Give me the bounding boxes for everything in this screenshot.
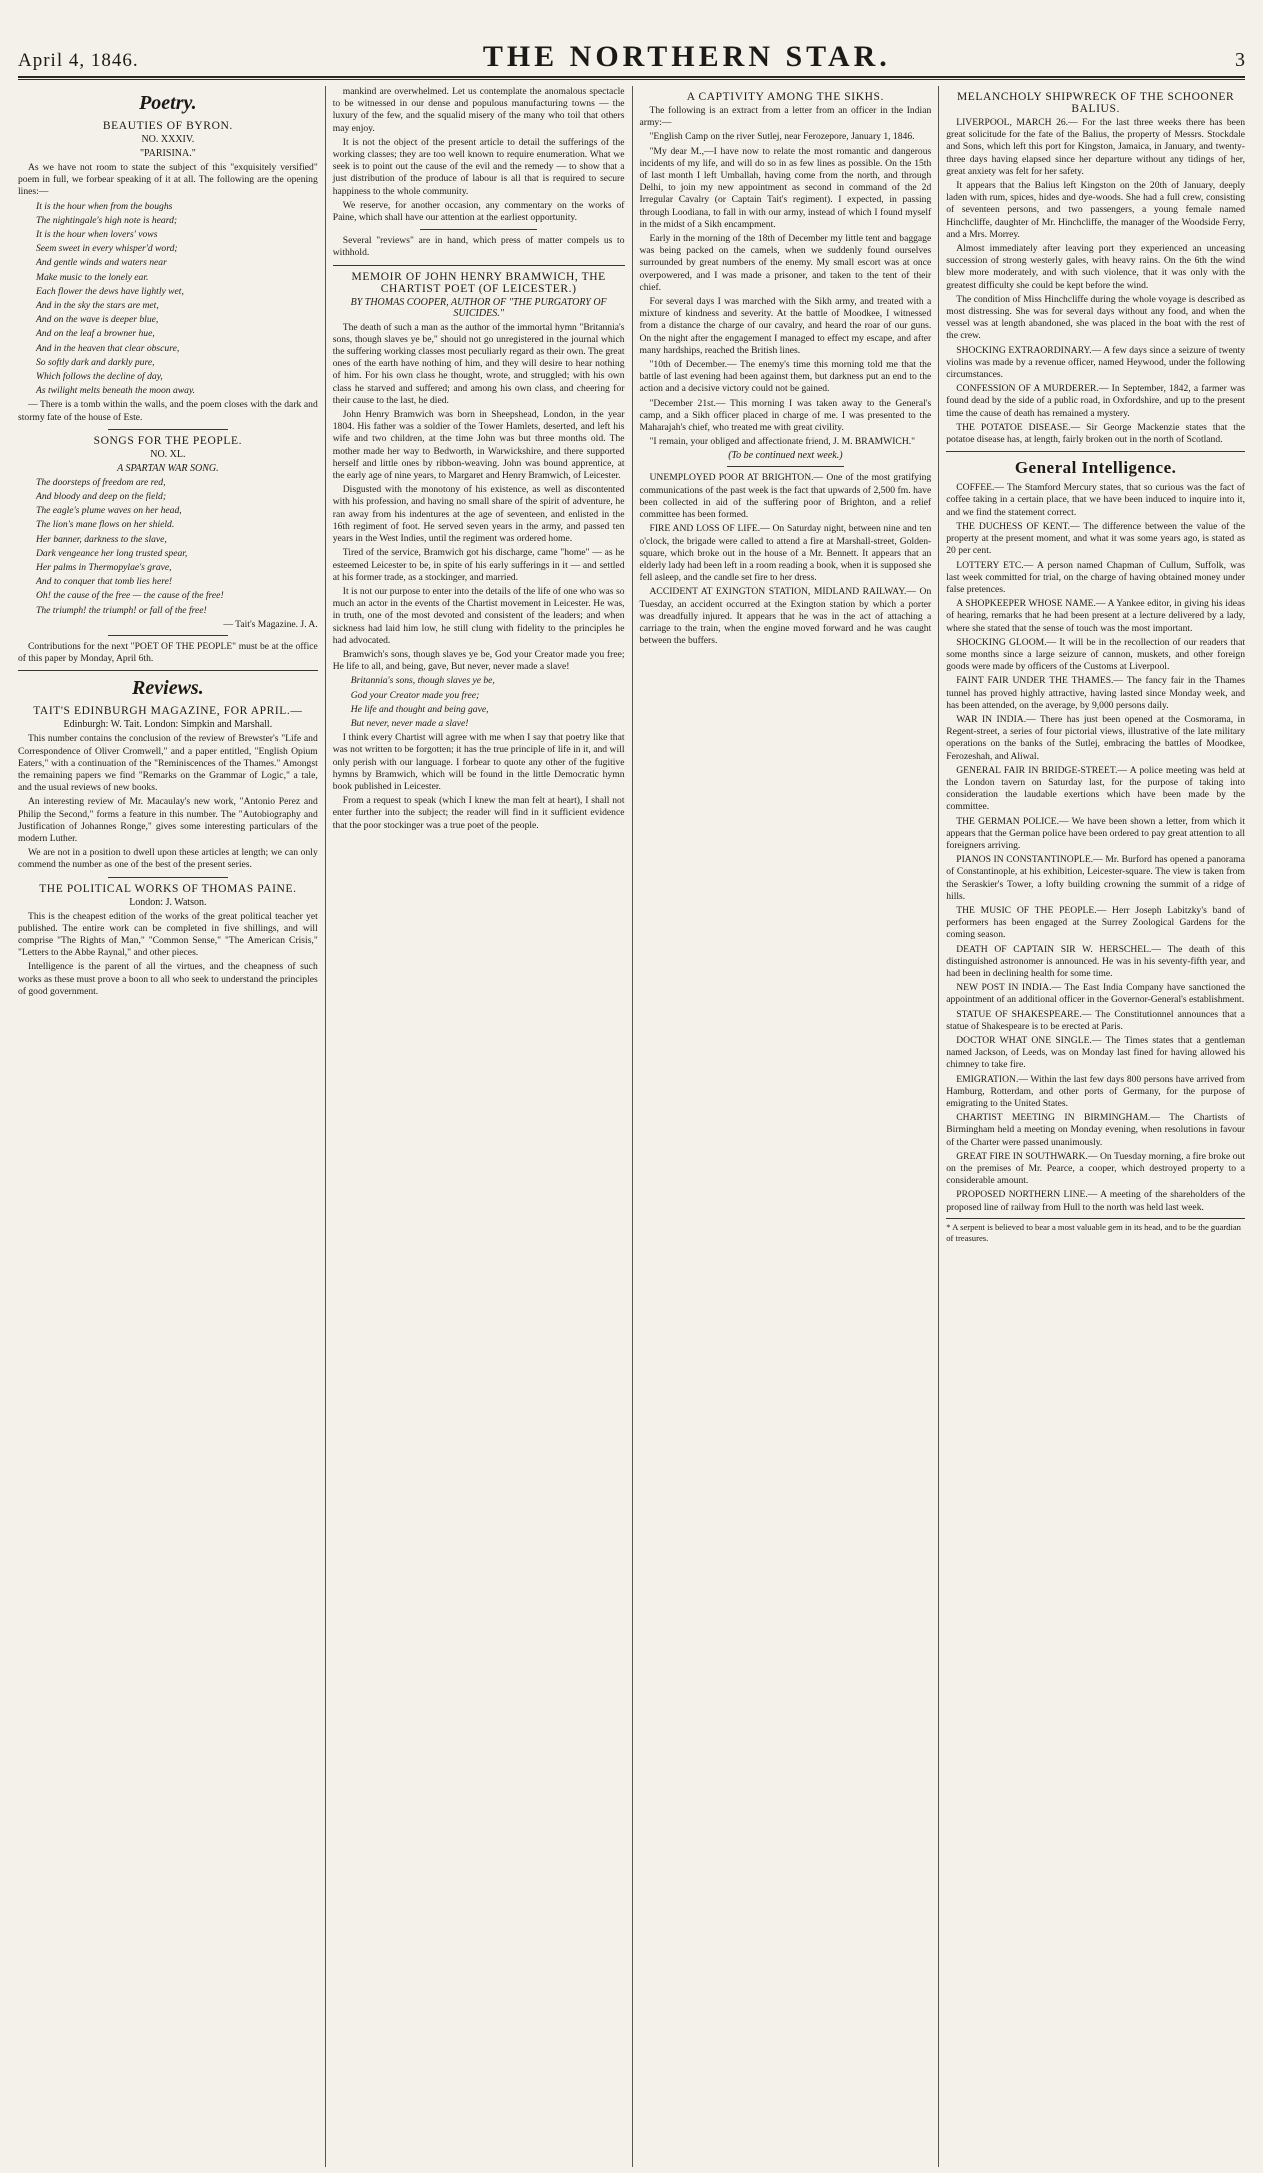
news-paragraph: A SHOPKEEPER WHOSE NAME.— A Yankee editor, in giving his ideas of hearing, remarks that he had been present at a lecture delivered by a lady, where she stated that the sense of touch was the most important. — [946, 598, 1245, 634]
divider — [727, 466, 844, 467]
verse-line: And to conquer that tomb lies here! — [36, 576, 173, 588]
section-heading-general-intelligence: General Intelligence. — [1014, 458, 1177, 478]
masthead — [18, 32, 1245, 78]
news-paragraph: UNEMPLOYED POOR AT BRIGHTON.— One of the most gratifying communications of the past week is the fact that upwards of 2,500 fm. have been collected in aid of the suffering poor of Brighton, and a relief committee has been formed. — [639, 472, 932, 521]
verse-line: He life and thought and being gave, — [350, 703, 489, 715]
verse-line: But never, never made a slave! — [350, 717, 469, 729]
divider — [108, 429, 228, 430]
verse-line: Which follows the decline of day, — [36, 371, 163, 383]
footnote: * A serpent is believed to bear a most valuable gem in its head, and to be the guardian of treasures. — [946, 1218, 1245, 1244]
column-4 — [938, 86, 1245, 2167]
verse-line: Oh! the cause of the free — the cause of the free! — [36, 590, 224, 602]
story-paragraph: "I remain, your obliged and affectionate friend, J. M. BRAMWICH." — [649, 436, 916, 448]
story-paragraph: CONFESSION OF A MURDERER.— In September, 1842, a farmer was found dead by the side of a public road, in Oxfordshire, and up to the present time the cause of death has remained a mystery. — [946, 383, 1245, 419]
story-paragraph: The condition of Miss Hinchcliffe during the whole voyage is described as most distressing. She was for several days without any food, and when the vessel was at length abandoned, she was placed in the boat with the rest of the crew. — [946, 293, 1245, 342]
review-publisher: London: J. Watson. — [129, 896, 207, 908]
story-title: A CAPTIVITY AMONG THE SIKHS. — [686, 91, 885, 103]
masthead-rule — [18, 79, 1245, 80]
story-paragraph: LIVERPOOL, MARCH 26.— For the last three weeks there has been great solicitude for the fate of the Balius, the property of Messrs. Stockdale and Sons, which left this port for Kingston, Jamaica, in January, and twenty-three days having elapsed since her departure without any tidings of her, great anxiety was felt for her safety. — [946, 117, 1245, 177]
column-2 — [325, 86, 632, 2167]
verse-line: And bloody and deep on the field; — [36, 491, 167, 503]
news-paragraph: PIANOS IN CONSTANTINOPLE.— Mr. Burford has opened a panorama of Constantinople, at his exhibition, Leicester-square. The view is taken from the Seraskier's Tower, a lofty building crowning the summit of a ridge of hills. — [946, 854, 1245, 902]
verse-line: Britannia's sons, though slaves ye be, — [350, 675, 495, 687]
issue-date: April 4, 1846. — [18, 50, 139, 71]
memoir-verse — [333, 675, 625, 730]
poem-closing: — There is a tomb within the walls, and the poem closes with the dark and stormy fate of the house of Este. — [18, 399, 318, 423]
news-paragraph: THE MUSIC OF THE PEOPLE.— Herr Joseph Labitzky's band of performers has been engaged at the Surrey Zoological Gardens for the coming season. — [946, 904, 1245, 941]
story-paragraph: "10th of December.— The enemy's time this morning told me that the battle of last evening had been against them, but darkness put an end to the action and a decisive victory could not be gained. — [639, 359, 932, 395]
story-paragraph: "My dear M.,—I have now to relate the most romantic and dangerous incidents of my life, and will do so in as few lines as possible. On the 15th of last month I left Umballah, having come from the north, and through Delhi, to join my new appointment as second in command of the 2d Irregular Cavalry (or Captain Tait's regiment). I expected, in passing through Loodiana, to fall in with our army, instead of which I found myself in the midst of a Sikh encampment. — [639, 145, 932, 230]
divider — [420, 229, 537, 230]
verse-line: It is the hour when lovers' vows — [36, 229, 158, 241]
story-paragraph: "English Camp on the river Sutlej, near Ferozepore, January 1, 1846. — [649, 131, 915, 143]
news-paragraph: NEW POST IN INDIA.— The East India Company have sanctioned the appointment of an additional officer in the Governor-General's establishment. — [946, 982, 1245, 1006]
verse-line: And in the sky the stars are met, — [36, 300, 159, 312]
review-title: THE POLITICAL WORKS OF THOMAS PAINE. — [39, 882, 297, 895]
news-paragraph: PROPOSED NORTHERN LINE.— A meeting of the shareholders of the proposed line of railway from Hull to the north was held last week. — [946, 1189, 1245, 1213]
verse-line: So softly dark and darkly pure, — [36, 356, 155, 368]
article-paragraph: We reserve, for another occasion, any commentary on the works of Paine, which shall have our attention at the earliest opportunity. — [332, 199, 625, 224]
article-paragraph: mankind are overwhelmed. Let us contemplate the anomalous spectacle to be witnessed in our dense and populous manufacturing towns — the luxury of the few, and the squalid misery of the many who toil that others may enjoy. — [332, 86, 625, 134]
news-paragraph: SHOCKING GLOOM.— It will be in the recollection of our readers that some months since a large seizure of cannon, muskets, and other foreign goods were made by officers of the Customs at Liverpool. — [946, 636, 1245, 673]
story-continued: (To be continued next week.) — [728, 450, 843, 462]
verse-line: The triumph! the triumph! or fall of the free! — [36, 604, 207, 616]
divider — [18, 670, 318, 671]
review-paragraph: This number contains the conclusion of the review of Brewster's "Life and Correspondence of Oliver Cromwell," and a paper entitled, "English Opium Eaters," with a continuation of the "Reminiscences of the Thames." Amongst the remaining papers we find "Remarks on the Grammar of Logic," a tale, and the usual reviews of new books. — [18, 733, 318, 794]
story-intro: The following is an extract from a letter from an officer in the Indian army:— — [639, 105, 932, 129]
column-1 — [18, 86, 325, 2167]
memoir-paragraph: John Henry Bramwich was born in Sheepshead, London, in the year 1804. His father was a soldier of the Tower Hamlets, deserted, and left his wife and two children, at the time John was but three months old. The mother made her way to Bedworth, in Warwickshire, and there supported herself and little ones by ribbon-weaving. John was bound apprentice, at the early age of nine years, to Margaret and Henry Bramwich, of Leicester. — [332, 409, 625, 482]
news-paragraph: STATUE OF SHAKESPEARE.— The Constitutionnel announces that a statue of Shakespeare is to be erected at Paris. — [946, 1008, 1245, 1032]
news-paragraph: DEATH OF CAPTAIN SIR W. HERSCHEL.— The death of this distinguished astronomer is announced. He was in his seventy-fifth year, and had been in declining health for some time. — [946, 943, 1245, 979]
poem-signature: — Tait's Magazine. J. A. — [223, 618, 318, 630]
story-paragraph: SHOCKING EXTRAORDINARY.— A few days since a seizure of twenty violins was made by a revenue officer, named Heywood, under the following circumstances. — [946, 344, 1245, 381]
verse-line: God your Creator made you free; — [350, 689, 480, 701]
news-paragraph: GREAT FIRE IN SOUTHWARK.— On Tuesday morning, a fire broke out on the premises of Mr. Pearce, a cooper, which destroyed property to a considerable amount. — [946, 1150, 1245, 1187]
review-paragraph: Intelligence is the parent of all the virtues, and the cheapness of such works as these must prove a boon to all who seek to understand the principles of good government. — [18, 961, 318, 997]
memoir-paragraph: The death of such a man as the author of the immortal hymn "Britannia's sons, though slaves ye be," should not go unregistered in the journal which the suffering working classes most peculiarly regard as their own. The great ones of the earth have nothing of him, and they will desire to hear nothing of him. For his own class he thought, wrote, and struggled; with his own class he starved and suffered; and among his own class, and cheering for their cause to the last, he died. — [332, 321, 625, 406]
page-number: 3 — [1235, 49, 1245, 71]
columns — [18, 86, 1245, 2167]
news-paragraph: COFFEE.— The Stamford Mercury states, that so curious was the fact of coffee taking in a certain place, that we have been induced to inquire into it, and we find the statement correct. — [946, 482, 1245, 518]
verse-line: And in the heaven that clear obscure, — [36, 342, 180, 354]
review-paragraph: This is the cheapest edition of the works of the great political teacher yet published. The entire work can be completed in five shillings, and will comprise "The Rights of Man," "Common Sense," "The American Crisis," "Letters to the Abbe Raynal," and other pieces. — [18, 910, 318, 959]
story-paragraph: Early in the morning of the 18th of December my little tent and baggage was being packed on the camels, when we suddenly found ourselves surrounded by great numbers of the enemy. My small escort was at once overpowered, and I was made a prisoner, and taken to the tent of their chief. — [639, 233, 932, 293]
verse-line: And on the wave is deeper blue, — [36, 314, 159, 326]
verse-line: Her palms in Thermopylae's grave, — [36, 562, 172, 574]
section-heading-poetry: Poetry. — [139, 92, 197, 114]
news-paragraph: GENERAL FAIR IN BRIDGE-STREET.— A police meeting was held at the London tavern on Saturday last, for the purpose of taking into consideration the laudable exertions which have been made by the committee. — [946, 764, 1245, 813]
story-paragraph: "December 21st.— This morning I was taken away to the General's camp, and a Sikh officer placed in charge of me. I was presented to the Maharajah's chief, who treated me with great civility. — [639, 397, 932, 434]
newspaper-title: THE NORTHERN STAR. — [482, 40, 891, 73]
poem-number: NO. XXXIV. — [141, 134, 195, 145]
verse-line: The lion's mane flows on her shield. — [36, 519, 175, 531]
divider — [108, 635, 228, 636]
section-heading-reviews: Reviews. — [132, 677, 204, 700]
verse-line: Seem sweet in every whisper'd word; — [36, 243, 178, 255]
story-paragraph: THE POTATOE DISEASE.— Sir George Mackenzie states that the potatoe disease has, at length, fairly broken out in the north of Scotland. — [946, 421, 1245, 446]
memoir-title: MEMOIR OF JOHN HENRY BRAMWICH, THE CHARTIST POET (OF LEICESTER.) — [351, 270, 606, 295]
memoir-paragraph: Bramwich's sons, though slaves ye be, God your Creator made you free; He life to all, and being, gave, But never, never made a slave! — [332, 648, 625, 673]
poem-intro: As we have not room to state the subject of this "exquisitely versified" poem in full, we forbear speaking of it at all. The following are the opening lines:— — [18, 162, 318, 198]
news-paragraph: THE GERMAN POLICE.— We have been shown a letter, from which it appears that the German police have been ordered to pay great attention to all foreigners arriving. — [946, 815, 1245, 851]
contributions-notice: Contributions for the next "POET OF THE PEOPLE" must be at the office of this paper by Monday, April 6th. — [18, 640, 318, 665]
divider — [333, 265, 625, 266]
poem-verse — [18, 201, 318, 398]
poem-title: SONGS FOR THE PEOPLE. — [93, 434, 243, 447]
divider — [946, 451, 1245, 452]
review-title: TAIT'S EDINBURGH MAGAZINE, FOR APRIL.— — [33, 705, 303, 718]
poem-subtitle: A SPARTAN WAR SONG. — [117, 462, 219, 474]
review-paragraph: An interesting review of Mr. Macaulay's new work, "Antonio Perez and Philip the Second," forms a feature in this number. The "Autobiography and Justification of Johannes Ronge," gives some interesting particulars of the modern Luther. — [18, 796, 318, 844]
memoir-paragraph: From a request to speak (which I knew the man felt at heart), I shall not enter further into the subject; the reader will find in it sufficient evidence that the poor stockinger was a true poet of the people. — [332, 795, 625, 831]
reviews-notice: Several "reviews" are in hand, which press of matter compels us to withhold. — [332, 235, 625, 259]
story-paragraph: Almost immediately after leaving port they experienced an unceasing succession of strong westerly gales, with heavy rains. On the 6th the wind blew more moderately, and with such violence, that it was only with the greatest difficulty she could be kept before the wind. — [946, 243, 1245, 291]
story-paragraph: For several days I was marched with the Sikh army, and treated with a mixture of kindness and severity. At the battle of Moodkee, I witnessed from a distance the charge of our cavalry, and heard the roar of our guns. On the night after the engagement I managed to effect my escape, and after many hardships, reached the British lines. — [639, 296, 932, 356]
news-paragraph: DOCTOR WHAT ONE SINGLE.— The Times states that a gentleman named Jackson, of Leeds, was on Monday last fined for having allowed his chimney to take fire. — [946, 1035, 1245, 1071]
memoir-paragraph: It is not our purpose to enter into the details of the life of one who was so much an actor in the events of the Chartist movement in Leicester. He was, in truth, one of the most devoted and consistent of the leaders; and when sickness had laid him low, he still clung with fidelity to the principles he had advocated. — [332, 585, 625, 646]
verse-line: Her banner, darkness to the slave, — [36, 533, 167, 545]
column-3 — [632, 86, 939, 2167]
news-paragraph: FIRE AND LOSS OF LIFE.— On Saturday night, between nine and ten o'clock, the brigade were called to attend a fire at Marshall-street, Golden-square, which broke out in the house of a Mr. Bennett. It appears that an elderly lady had been left in a room reading a book, when it is supposed she fell asleep, and the candle set fire to her dress. — [639, 523, 932, 584]
review-paragraph: We are not in a position to dwell upon these articles at length; we can only commend the number as one of the best of the present series. — [18, 847, 318, 871]
memoir-byline: BY THOMAS COOPER, AUTHOR OF "THE PURGATORY OF SUICIDES." — [350, 296, 607, 319]
article-paragraph: It is not the object of the present article to detail the sufferings of the working classes; they are too well known to require enumeration. What we seek is to point out the cause of the evil and the remedy — to show that a just distribution of the produce of labour is all that is required to secure happiness to the whole community. — [332, 136, 625, 197]
verse-line: The nightingale's high note is heard; — [36, 214, 178, 226]
verse-line: It is the hour when from the boughs — [36, 200, 173, 212]
verse-line: And on the leaf a browner hue, — [36, 328, 155, 340]
poem-title: BEAUTIES OF BYRON. — [102, 120, 233, 132]
verse-line: The eagle's plume waves on her head, — [36, 505, 182, 517]
story-paragraph: It appears that the Balius left Kingston on the 20th of January, deeply laden with rum, spices, hides and dye-woods. She had a full crew, consisting of seventeen persons, and two passengers, a young female named Hinchcliffe, daughter of Mr. Hinchcliffe, the manager of the Woodside Ferry, and a Mrs. Morrey. — [946, 180, 1245, 240]
news-paragraph: CHARTIST MEETING IN BIRMINGHAM.— The Chartists of Birmingham held a meeting on Monday evening, when resolutions in favour of the Charter were passed unanimously. — [946, 1112, 1245, 1148]
verse-line: Each flower the dews have lightly wet, — [36, 285, 184, 297]
verse-line: The doorsteps of freedom are red, — [36, 476, 166, 488]
poem-subtitle: "PARISINA." — [139, 148, 196, 159]
news-paragraph: EMIGRATION.— Within the last few days 800 persons have arrived from Hamburg, Rotterdam, and other ports of Germany, for the purpose of emigrating to the United States. — [946, 1073, 1245, 1110]
news-paragraph: ACCIDENT AT EXINGTON STATION, MIDLAND RAILWAY.— On Tuesday, an accident occurred at the Exington station by which a porter was dreadfully injured. It appears that he was in the act of attaching a carriage to the train, when the engine moved forward and he was caught between the buffers. — [639, 586, 932, 647]
memoir-paragraph: I think every Chartist will agree with me when I say that poetry like that was not written to be forgotten; it has the true principle of life in it, and will only perish with our language. I forbear to quote any other of the fugitive hymns by Bramwich, which will be found in the little Democratic hymn book published in Leicester. — [332, 732, 625, 792]
verse-line: And gentle winds and waters near — [36, 257, 167, 269]
divider — [108, 877, 228, 878]
review-publisher: Edinburgh: W. Tait. London: Simpkin and Marshall. — [63, 719, 273, 731]
verse-line: As twilight melts beneath the moon away. — [36, 385, 196, 397]
news-paragraph: LOTTERY ETC.— A person named Chapman of Cullum, Suffolk, was last week committed for trial, on the charge of having obtained money under false pretences. — [946, 559, 1245, 595]
story-title: MELANCHOLY SHIPWRECK OF THE SCHOONER BALIUS. — [956, 91, 1235, 115]
news-paragraph: THE DUCHESS OF KENT.— The difference between the value of the property at the present moment, and what it was some years ago, is stated as 20 per cent. — [946, 520, 1245, 557]
poem-verse — [18, 477, 318, 617]
verse-line: Make music to the lonely ear. — [36, 271, 149, 283]
news-paragraph: WAR IN INDIA.— There has just been opened at the Cosmorama, in Regent-street, a series of four pictorial views, illustrative of the late military operations on the banks of the Sutlej, embracing the battles of Moodkee, Ferozeshah, and Aliwal. — [946, 713, 1245, 762]
memoir-paragraph: Tired of the service, Bramwich got his discharge, came "home" — as he esteemed Leicester to be, in spite of his early sufferings in it — and settled at his former trade, as a stockinger, and married. — [332, 547, 625, 583]
news-paragraph: FAINT FAIR UNDER THE THAMES.— The fancy fair in the Thames tunnel has proved highly attractive, having lasted since Monday week, and has been attended, on the average, by 9,000 persons daily. — [946, 675, 1245, 711]
memoir-paragraph: Disgusted with the monotony of his existence, as well as discontented with his profession, and having no small share of the spirit of adventure, he ran away from his indentures at the age of seventeen, and enlisted in the 16th regiment of foot. He served seven years in the army, and passed ten years in the West Indies, until the regiment was ordered home. — [332, 484, 625, 545]
verse-line: Dark vengeance her long trusted spear, — [36, 547, 188, 559]
poem-number: NO. XL. — [150, 448, 186, 460]
